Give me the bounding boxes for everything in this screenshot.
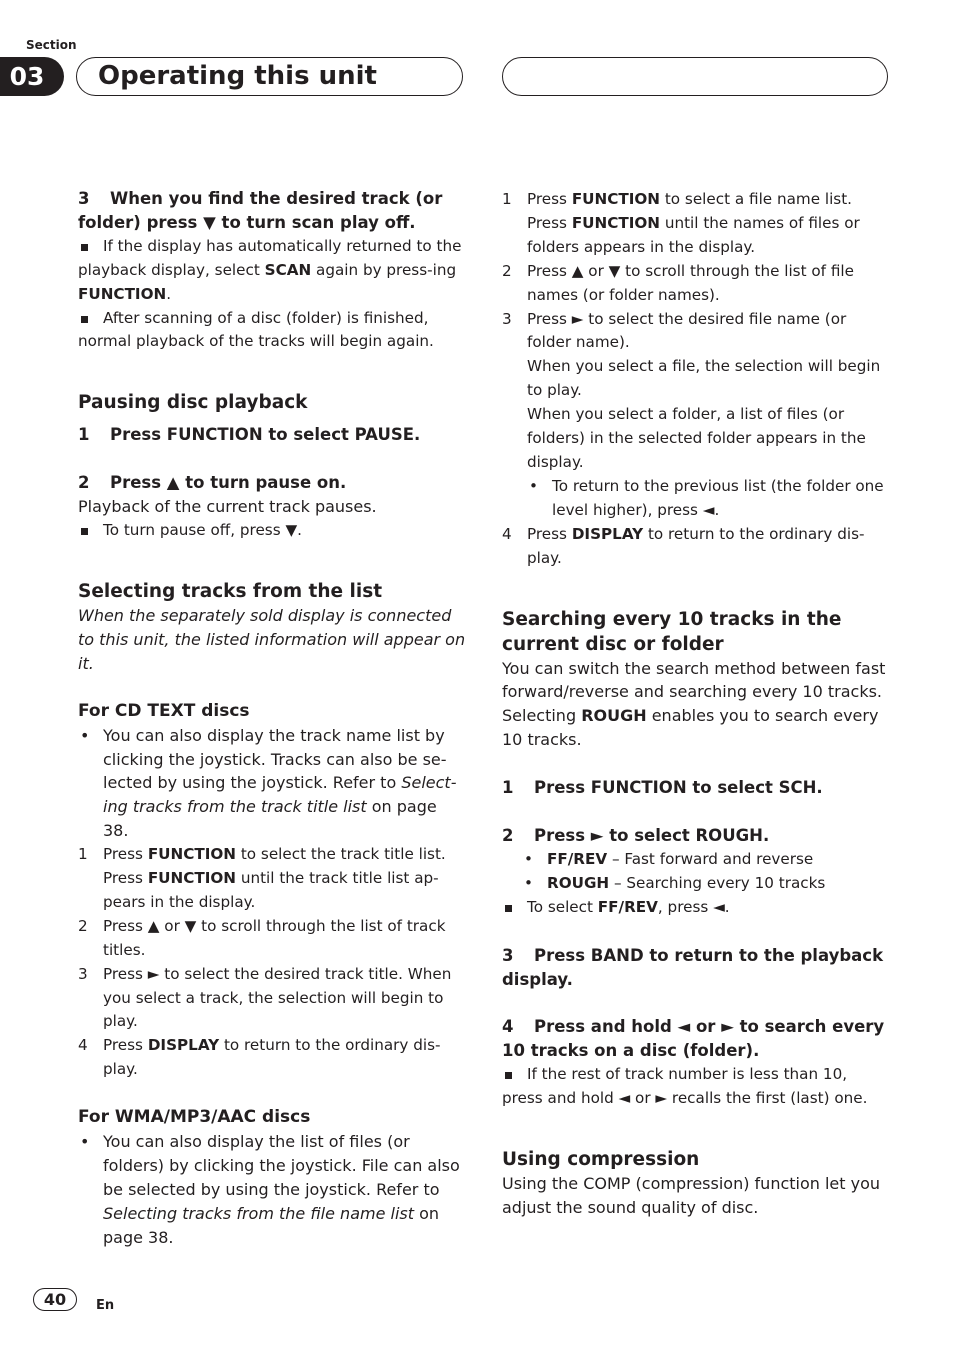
cdtext-item-3: 3 Press ► to select the desired track title. When you select a track, the selection will begin to play. xyxy=(78,964,452,1031)
language-label: En xyxy=(96,1298,115,1313)
wma-bullet: • You can also display the list of files (or folders) by clicking the joystick. File can also be selected by using the joystick. Refer to Selecting tracks from the file name list on page 38. xyxy=(80,1132,460,1247)
scan-note-1: If the display has automatically returned to the playback display, select SCAN again by press-ing FUNCTION. xyxy=(78,236,462,303)
page-number: 40 xyxy=(33,1288,77,1311)
bullet-dot-icon: • xyxy=(524,873,533,892)
search-option-rough: • ROUGH – Searching every 10 tracks xyxy=(502,872,892,896)
page-title: Operating this unit xyxy=(98,61,377,91)
search-step-4-note: If the rest of track number is less than 10, press and hold ◄ or ► recalls the first (last) one. xyxy=(502,1065,868,1108)
cdtext-item-4: 4 Press DISPLAY to return to the ordinary dis-play. xyxy=(78,1036,441,1079)
wma-heading: For WMA/MP3/AAC discs xyxy=(78,1107,311,1128)
cdtext-bullet: • You can also display the track name list by clicking the joystick. Tracks can also be se-lected by using the joystick. Refer to Select-ing tracks from the track title list on page 38. xyxy=(80,725,457,841)
list-intro: When the separately sold display is connected to this unit, the listed information will appear on it. xyxy=(78,605,466,673)
search-step-3: 3 Press BAND to return to the playback display. xyxy=(502,945,884,989)
file-item-1: 1 Press FUNCTION to select a file name list. Press FUNCTION until the names of files or folders appears in the display. xyxy=(502,190,860,256)
pause-note: To turn pause off, press ▼. xyxy=(78,519,466,543)
cdtext-heading: For CD TEXT discs xyxy=(78,700,250,721)
right-column xyxy=(502,188,892,1220)
compression-heading: Using compression xyxy=(502,1149,700,1171)
bullet-dot-icon: • xyxy=(529,476,538,495)
left-column xyxy=(78,187,466,1250)
cdtext-item-2: 2 Press ▲ or ▼ to scroll through the list of track titles. xyxy=(78,916,446,959)
pause-body: Playback of the current track pauses. xyxy=(78,497,377,517)
file-item-3-sub-bullet: • To return to the previous list (the folder one level higher), press ◄. xyxy=(529,476,884,519)
pause-step-2: 2 Press ▲ to turn pause on. xyxy=(78,473,347,493)
note-square-icon xyxy=(81,244,88,251)
search-step-2: 2 Press ► to select ROUGH. xyxy=(502,826,770,846)
search-step-4: 4 Press and hold ◄ or ► to search every 10 tracks on a disc (folder). xyxy=(502,1017,885,1061)
file-item-3: 3 Press ► to select the desired file name (or folder name). When you select a file, the selection will begin to play. When you select a folder, a list of files (or folders) in the selected folder appears in the display. xyxy=(502,309,881,471)
scan-note-2: After scanning of a disc (folder) is finished, normal playback of the tracks will begin again. xyxy=(78,308,434,351)
section-number-badge: 03 xyxy=(0,57,64,96)
section-label: Section xyxy=(26,38,77,52)
search-step-2-note: To select FF/REV, press ◄. xyxy=(502,896,892,920)
search-option-ffrev: • FF/REV – Fast forward and reverse xyxy=(502,848,892,872)
bullet-dot-icon: • xyxy=(80,725,90,745)
pause-heading: Pausing disc playback xyxy=(78,392,308,414)
compression-body: Using the COMP (compression) function let you adjust the sound quality of disc. xyxy=(502,1174,881,1217)
note-square-icon xyxy=(81,316,88,323)
search-heading: Searching every 10 tracks in the current disc or folder xyxy=(502,608,842,655)
note-square-icon xyxy=(505,1072,512,1079)
bullet-dot-icon: • xyxy=(80,1132,90,1152)
bullet-dot-icon: • xyxy=(524,849,533,868)
list-heading: Selecting tracks from the list xyxy=(78,580,383,602)
pause-step-1: 1 Press FUNCTION to select PAUSE. xyxy=(78,425,421,445)
search-step-1: 1 Press FUNCTION to select SCH. xyxy=(502,778,823,798)
note-square-icon xyxy=(505,905,512,912)
file-item-2: 2 Press ▲ or ▼ to scroll through the list of file names (or folder names). xyxy=(502,261,854,304)
scan-step-3: 3 When you find the desired track (or folder) press ▼ to turn scan play off. xyxy=(78,189,443,232)
file-item-4: 4 Press DISPLAY to return to the ordinary dis-play. xyxy=(502,524,865,567)
cdtext-item-1: 1 Press FUNCTION to select the track title list. Press FUNCTION until the track title list ap-pears in the display. xyxy=(78,845,446,911)
note-square-icon xyxy=(81,528,88,535)
header-right-frame xyxy=(502,57,888,96)
search-body: You can switch the search method between fast forward/reverse and searching every 10 tracks. Selecting ROUGH enables you to search every 10 tracks. xyxy=(502,658,886,750)
